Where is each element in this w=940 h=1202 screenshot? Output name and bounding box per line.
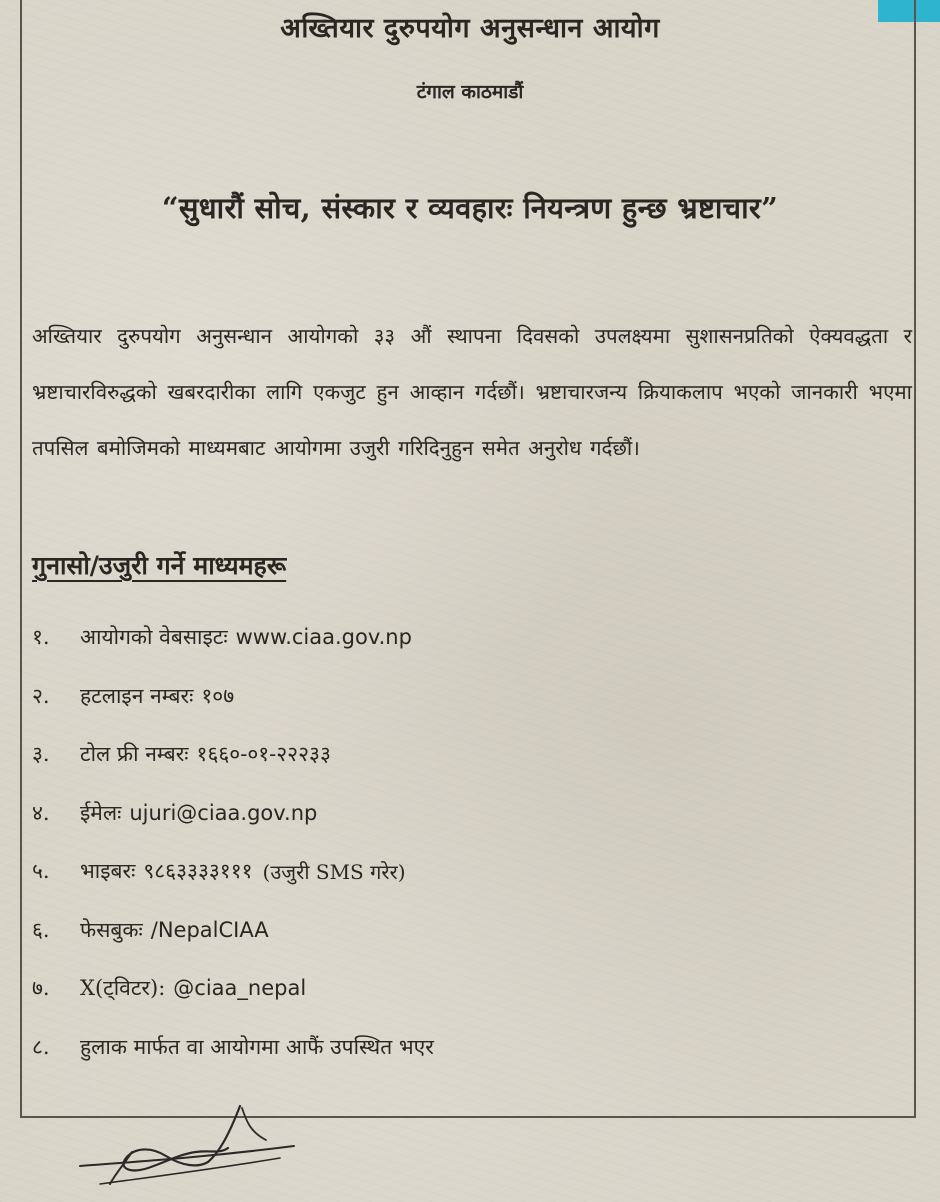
item-label: X(ट्विटर): (80, 976, 166, 1001)
email-link[interactable]: ujuri@ciaa.gov.np (129, 800, 318, 825)
signature (70, 1092, 310, 1192)
viber-number: ९८६३३३३१११ (143, 859, 253, 884)
org-location: टंगाल काठमाडौं (416, 81, 524, 103)
item-number: ८. (32, 1034, 50, 1059)
item-number: ६. (32, 917, 50, 942)
channel-item-hotline (32, 667, 442, 726)
item-number: १. (32, 625, 50, 650)
slogan: “सुधारौं सोच, संस्कार र व्यवहारः नियन्त्रण हुन्छ भ्रष्टाचार” (161, 191, 779, 225)
channels-heading: गुनासो/उजुरी गर्ने माध्यमहरू (32, 551, 287, 580)
org-name: अख्तियार दुरुपयोग अनुसन्धान आयोग (280, 13, 660, 44)
channel-item-post (32, 1018, 442, 1077)
toll-free-number: १६६०-०१-२२२३३ (196, 742, 331, 767)
item-label: ईमेलः (80, 800, 122, 825)
item-label: फेसबुकः (80, 917, 143, 942)
viber-note: (उजुरी SMS गरेर) (262, 859, 406, 884)
channel-item-viber (32, 842, 442, 901)
channel-item-email (32, 784, 442, 843)
item-number: ५. (32, 859, 50, 884)
item-label: टोल फ्री नम्बरः (80, 742, 189, 767)
item-number: २. (32, 683, 50, 708)
item-label: आयोगको वेबसाइटः (80, 625, 228, 650)
channel-item-facebook (32, 901, 442, 960)
channel-item-website (32, 608, 442, 667)
channel-item-toll-free (32, 725, 442, 784)
channel-list (32, 608, 442, 1076)
item-label: हुलाक मार्फत वा आयोगमा आफैं उपस्थित भएर (80, 1034, 434, 1059)
hotline-number: १०७ (201, 683, 235, 708)
item-label: हटलाइन नम्बरः (80, 683, 194, 708)
channel-item-twitter (32, 959, 442, 1018)
item-number: ४. (32, 800, 50, 825)
website-link[interactable]: www.ciaa.gov.np (235, 625, 412, 650)
notice-body: अख्तियार दुरुपयोग अनुसन्धान आयोगको ३३ औं स्थापना दिवसको उपलक्ष्यमा सुशासनप्रतिको ऐक्यवद्धता र भ्रष्टाचारविरुद्धको खबरदारीका लागि एकजुट हुन आव्हान गर्दछौं। भ्रष्टाचारजन्य क्रियाकलाप भएको जानकारी भएमा तपसिल बमोजिमको माध्यमबाट आयोगमा उजुरी गरिदिनुहुन समेत अनुरोध गर्दछौं। (32, 324, 912, 460)
twitter-link[interactable]: @ciaa_nepal (173, 976, 307, 1001)
item-number: ३. (32, 742, 50, 767)
facebook-link[interactable]: /NepalCIAA (150, 917, 269, 942)
item-label: भाइबरः (80, 859, 136, 884)
item-number: ७. (32, 976, 50, 1001)
